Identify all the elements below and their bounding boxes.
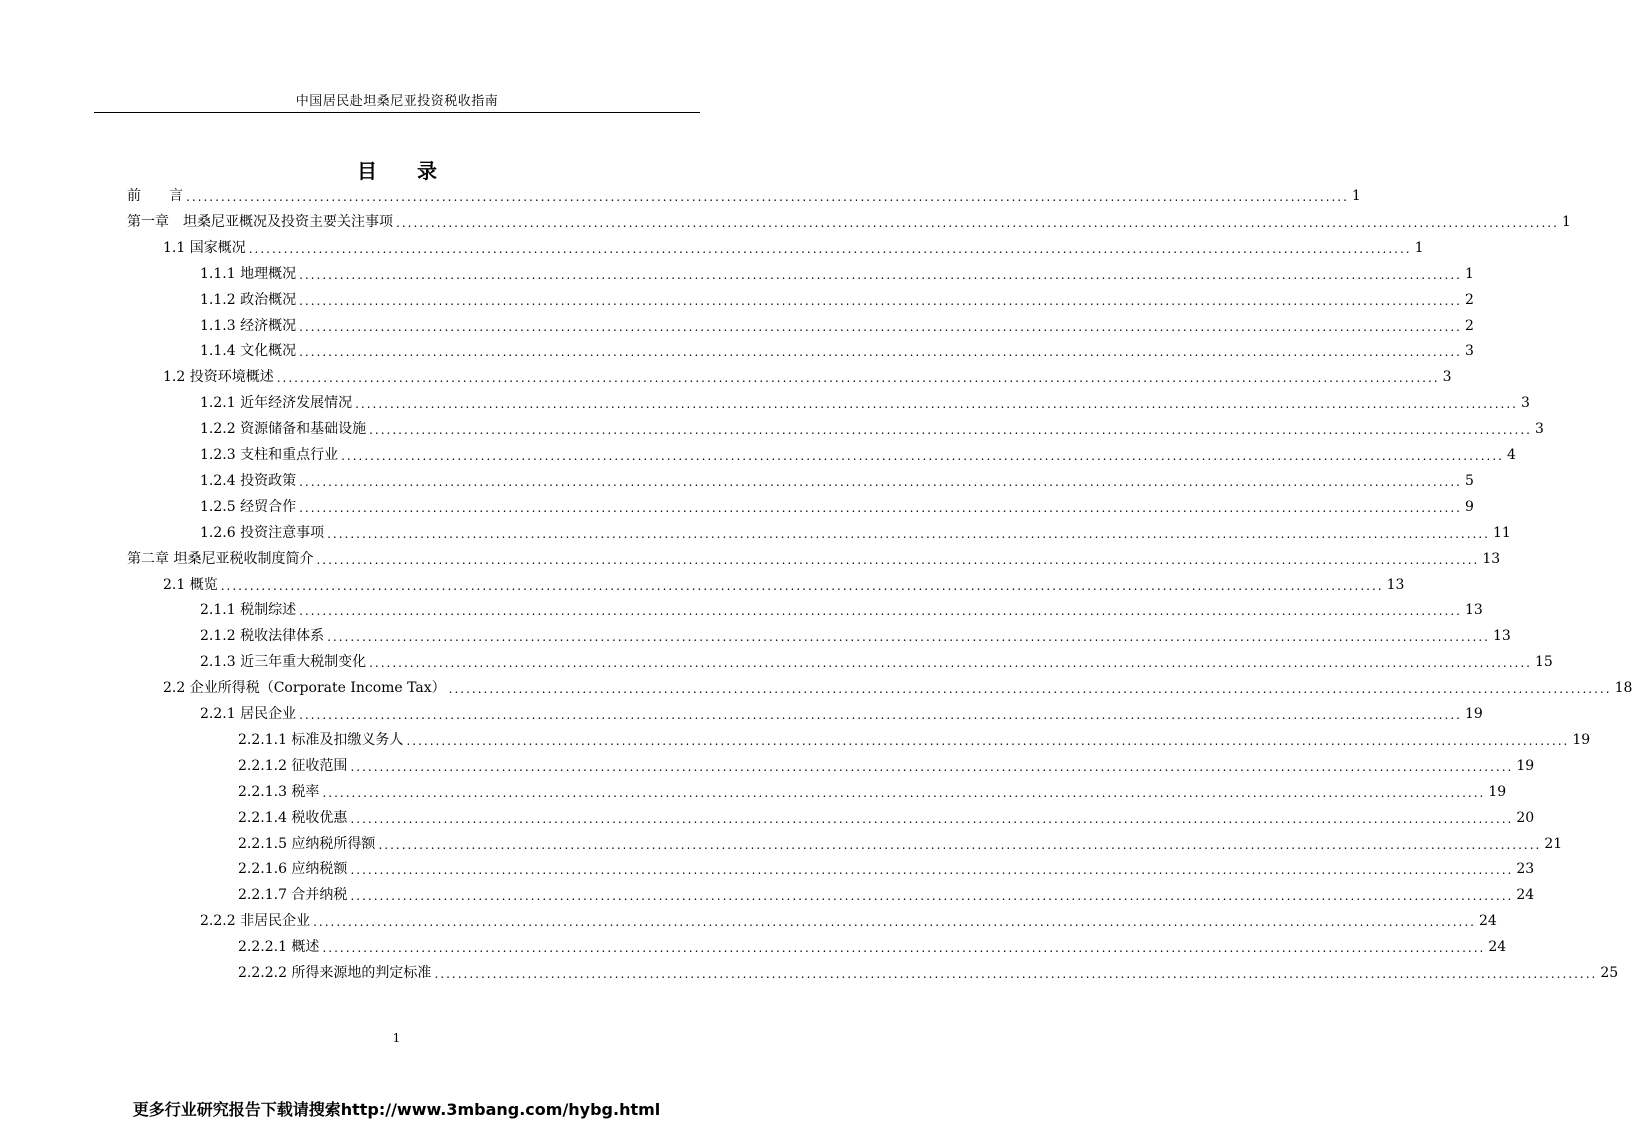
toc-entry[interactable] (238, 782, 1507, 802)
toc-entry[interactable] (163, 238, 1424, 258)
toc-entry-label: 1.1.4 文化概况 (200, 343, 297, 360)
toc-entry-label: 2.2.1.5 应纳税所得额 (238, 835, 376, 852)
toc-entry-page: 3 (1520, 395, 1530, 412)
toc-entry[interactable] (200, 290, 1474, 310)
toc-entry[interactable] (200, 264, 1474, 284)
toc-entry-page: 19 (1464, 706, 1483, 722)
toc-entry-page: 3 (1464, 343, 1474, 360)
toc-entry-page: 25 (1600, 965, 1619, 981)
download-link-banner[interactable]: 更多行业研究报告下载请搜索http://www.3mbang.com/hybg.html (132, 1100, 661, 1119)
toc-entry-page: 13 (1492, 628, 1511, 645)
toc-entry-label: 2.2.1.4 税收优惠 (238, 809, 348, 826)
toc-entry-label: 1.1.3 经济概况 (200, 317, 297, 334)
toc-leader-dots: ........................................................................................................................................................................................................ (299, 604, 1462, 619)
toc-entry[interactable] (163, 575, 1405, 595)
toc-leader-dots: ........................................................................................................................................................................................................ (406, 733, 1570, 748)
toc-entry[interactable] (200, 523, 1511, 543)
toc-entry-label: 1.2.6 投资注意事项 (200, 524, 325, 541)
toc-title (94, 155, 700, 184)
toc-entry[interactable] (200, 911, 1497, 931)
toc-leader-dots: ........................................................................................................................................................................................................ (434, 967, 1598, 981)
toc-leader-dots: ........................................................................................................................................................................................................ (350, 889, 1514, 904)
toc-entry[interactable] (238, 756, 1535, 776)
toc-entry-label: 2.1.1 税制综述 (200, 602, 297, 619)
toc-entry-page: 23 (1516, 861, 1535, 878)
toc-leader-dots: ........................................................................................................................................................................................................ (327, 526, 1490, 541)
toc-entry-page: 1 (1414, 239, 1424, 256)
toc-entry[interactable] (238, 937, 1507, 957)
running-header: 中国居民赴坦桑尼亚投资税收指南 (295, 94, 499, 109)
toc-entry-page: 15 (1534, 654, 1553, 671)
toc-entry[interactable] (127, 186, 1361, 206)
toc-entry-page: 19 (1572, 731, 1591, 748)
toc-entry[interactable] (238, 730, 1591, 750)
toc-entry-page: 1 (1464, 265, 1474, 282)
toc-leader-dots: ........................................................................................................................................................................................................ (299, 267, 1462, 282)
toc-leader-dots: ........................................................................................................................................................................................................ (186, 190, 1349, 204)
toc-entry-label: 1.2.1 近年经济发展情况 (200, 395, 353, 412)
page-number: 1 (392, 1031, 401, 1045)
toc-leader-dots: ........................................................................................................................................................................................................ (350, 863, 1514, 878)
toc-entry-label: 2.1.2 税收法律体系 (200, 628, 325, 645)
toc-entry[interactable] (238, 885, 1535, 905)
toc-entry-label: 1.1.1 地理概况 (200, 265, 297, 282)
toc-entry-label: 1.2.2 资源储备和基础设施 (200, 421, 367, 438)
toc-entry[interactable] (163, 367, 1452, 387)
toc-entry-page: 24 (1478, 913, 1497, 930)
toc-entry[interactable] (200, 316, 1474, 336)
toc-entry-page: 18 (1614, 680, 1632, 697)
toc-entry-label: 第一章 坦桑尼亚概况及投资主要关注事项 (127, 213, 393, 230)
toc-leader-dots: ........................................................................................................................................................................................................ (299, 500, 1462, 515)
toc-entry[interactable] (238, 808, 1535, 828)
toc-entry-page: 2 (1464, 291, 1474, 308)
toc-entry-page: 20 (1516, 809, 1535, 826)
toc-entry[interactable] (200, 652, 1553, 672)
toc-leader-dots: ........................................................................................................................................................................................................ (299, 319, 1462, 334)
toc-leader-dots: ........................................................................................................................................................................................................ (316, 552, 1480, 567)
toc-entry-page: 24 (1488, 939, 1507, 956)
toc-entry-page: 3 (1534, 421, 1544, 438)
toc-entry-label: 1.1.2 政治概况 (200, 291, 297, 308)
header-divider (94, 112, 700, 113)
toc-entry-page: 24 (1516, 887, 1535, 904)
toc-leader-dots: ........................................................................................................................................................................................................ (299, 293, 1462, 308)
toc-entry[interactable] (200, 497, 1474, 517)
toc-entry-label: 2.2.1 居民企业 (200, 706, 297, 722)
toc-leader-dots: ........................................................................................................................................................................................................ (369, 423, 1532, 438)
toc-entry[interactable] (200, 626, 1511, 646)
toc-leader-dots: ........................................................................................................................................................................................................ (448, 682, 1612, 697)
toc-entry[interactable] (200, 471, 1474, 491)
toc-entry-page: 5 (1464, 472, 1474, 489)
toc-entry-page: 9 (1464, 498, 1474, 515)
toc-entry-label: 2.1 概览 (163, 576, 218, 593)
toc-entry[interactable] (200, 600, 1483, 620)
toc-leader-dots: ........................................................................................................................................................................................................ (396, 215, 1559, 230)
toc-leader-dots: ........................................................................................................................................................................................................ (322, 785, 1486, 800)
toc-entry-page: 4 (1506, 447, 1516, 463)
toc-title-right: 录 (417, 159, 437, 183)
toc-leader-dots: ........................................................................................................................................................................................................ (350, 759, 1514, 774)
toc-leader-dots: ........................................................................................................................................................................................................ (248, 241, 1412, 256)
toc-entry-label: 第二章 坦桑尼亚税收制度简介 (127, 550, 314, 567)
toc-entry[interactable] (127, 212, 1571, 232)
toc-entry[interactable] (200, 393, 1530, 413)
toc-leader-dots: ........................................................................................................................................................................................................ (341, 449, 1504, 463)
toc-entry[interactable] (163, 678, 1632, 698)
toc-leader-dots: ........................................................................................................................................................................................................ (313, 915, 1476, 930)
toc-title-left: 目 (357, 159, 377, 183)
toc-entry-label: 2.1.3 近三年重大税制变化 (200, 654, 367, 671)
toc-leader-dots: ........................................................................................................................................................................................................ (299, 474, 1462, 489)
toc-entry-page: 1 (1351, 188, 1361, 204)
toc-entry-page: 13 (1464, 602, 1483, 619)
toc-leader-dots: ........................................................................................................................................................................................................ (299, 708, 1462, 722)
toc-entry-page: 3 (1442, 369, 1452, 386)
toc-entry-label: 2.2.1.1 标准及扣缴义务人 (238, 731, 404, 748)
toc-entry-label: 前 言 (127, 188, 183, 204)
toc-entry-label: 1.1 国家概况 (163, 239, 246, 256)
toc-entry-label: 2.2.2 非居民企业 (200, 913, 311, 930)
toc-entry-page: 19 (1516, 757, 1535, 774)
toc-entry-page: 13 (1386, 576, 1405, 593)
toc-entry-page: 1 (1561, 213, 1571, 230)
toc-entry[interactable] (127, 549, 1501, 569)
toc-entry[interactable] (200, 419, 1544, 439)
toc-leader-dots: ........................................................................................................................................................................................................ (220, 578, 1384, 593)
toc-entry[interactable] (200, 445, 1516, 465)
toc-entry-label: 2.2.1.2 征收范围 (238, 757, 348, 774)
toc-leader-dots: ........................................................................................................................................................................................................ (322, 941, 1486, 956)
toc-entry[interactable] (200, 704, 1483, 724)
toc-entry-label: 2.2.2.2 所得来源地的判定标准 (238, 965, 432, 981)
toc-entry-page: 21 (1544, 835, 1563, 852)
toc-entry-label: 2.2 企业所得税（Corporate Income Tax） (163, 680, 446, 697)
toc-entry-label: 1.2 投资环境概述 (163, 369, 274, 386)
toc-entry-label: 2.2.1.7 合并纳税 (238, 887, 348, 904)
toc-entry[interactable] (238, 834, 1563, 854)
toc-entry-label: 1.2.4 投资政策 (200, 472, 297, 489)
toc-entry-page: 11 (1492, 524, 1511, 541)
toc-leader-dots: ........................................................................................................................................................................................................ (276, 371, 1440, 386)
toc-leader-dots: ........................................................................................................................................................................................................ (299, 345, 1462, 360)
toc-entry[interactable] (238, 859, 1535, 879)
toc-leader-dots: ........................................................................................................................................................................................................ (327, 630, 1490, 645)
toc-entry-page: 2 (1464, 317, 1474, 334)
toc-entry-label: 1.2.5 经贸合作 (200, 498, 297, 515)
toc-entry-label: 2.2.1.3 税率 (238, 783, 320, 800)
toc-entry-label: 1.2.3 支柱和重点行业 (200, 447, 339, 463)
toc-entry-label: 2.2.2.1 概述 (238, 939, 320, 956)
toc-entry-label: 2.2.1.6 应纳税额 (238, 861, 348, 878)
toc-leader-dots: ........................................................................................................................................................................................................ (369, 656, 1532, 671)
toc-leader-dots: ........................................................................................................................................................................................................ (350, 811, 1514, 826)
toc-entry-page: 19 (1488, 783, 1507, 800)
toc-entry-page: 13 (1482, 550, 1501, 567)
toc-entry[interactable] (238, 963, 1619, 983)
toc-leader-dots: ........................................................................................................................................................................................................ (355, 397, 1518, 412)
toc-leader-dots: ........................................................................................................................................................................................................ (378, 837, 1542, 852)
toc-entry[interactable] (200, 341, 1474, 361)
